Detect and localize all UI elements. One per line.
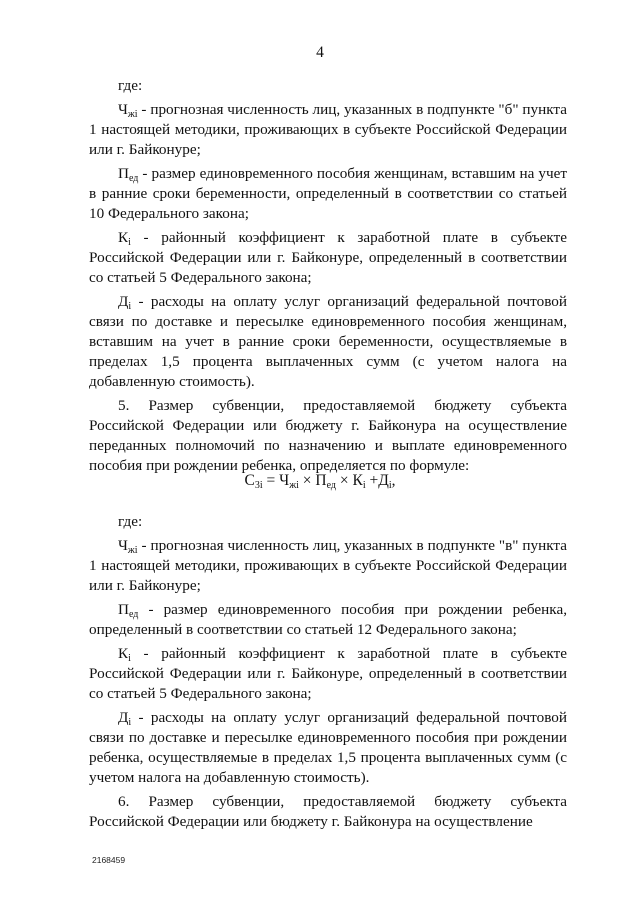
definition-text: - размер единовременного пособия женщинам, вставшим на учет в ранние сроки беременности, определенный в соответствии со статьей 10 Федерального закона; [89,165,567,222]
definition-item [89,708,567,788]
document-code: 2168459 [92,855,126,865]
formula-term: П [315,472,327,489]
symbol-subscript: ед [128,609,139,620]
formula-lhs-subscript: 3i [254,480,263,491]
formula-operator: × [298,472,316,489]
symbol: П [118,165,129,182]
formula-operator: × [336,472,353,489]
formula-term-subscript: жi [289,480,299,491]
definition-item [89,100,567,160]
definition-text: - размер единовременного пособия при рождении ребенка, определенный в соответствии со статьей 12 Федерального закона; [89,601,567,638]
formula-lhs: С [244,472,255,489]
symbol: К [118,645,129,662]
paragraph-5: 5. Размер субвенции, предоставляемой бюджету субъекта Российской Федерации или бюджету г. Байконура на осуществление переданных полномочий по назначению и выплате единовременного пособия при рождении ребенка, определяется по формуле: [89,397,567,474]
formula-term: Ч [279,472,290,489]
symbol: К [118,229,129,246]
symbol-subscript: i [128,717,132,728]
definition-item [89,164,567,224]
definition-item [89,644,567,704]
symbol: Ч [118,101,128,118]
definition-text: - прогнозная численность лиц, указанных в подпункте "в" пункта 1 настоящей методики, проживающих в субъекте Российской Федерации или г. Байконуре; [89,537,567,594]
symbol-subscript: i [128,301,132,312]
symbol: Ч [118,537,128,554]
symbol: Д [118,709,129,726]
definition-text: - районный коэффициент к заработной плате в субъекте Российской Федерации или г. Байконуре, определенный в соответствии со статьей 5 Федерального закона; [89,229,567,286]
symbol-subscript: ед [128,173,139,184]
text-block-1 [89,76,567,480]
where-label: где: [118,77,143,94]
definition-item [89,536,567,596]
formula-operator: + [365,472,379,489]
definition-item [89,292,567,392]
text-block-2 [89,512,567,836]
formula-tail: , [391,472,396,489]
symbol-subscript: жi [127,109,138,120]
formula-term: К [352,472,363,489]
definition-text: - расходы на оплату услуг организаций федеральной почтовой связи по доставке и пересылке единовременного пособия женщинам, вставшим на учет в ранние сроки беременности, осуществляемые в пределах 1,5 процента выплаченных сумм (с учетом налога на добавленную стоимость). [89,293,567,390]
symbol: П [118,601,129,618]
definition-text: - районный коэффициент к заработной плате в субъекте Российской Федерации или г. Байконуре, определенный в соответствии со статьей 5 Федерального закона; [89,645,567,702]
definition-item [89,600,567,640]
formula-term-subscript: ед [326,480,336,491]
formula-term-subscript: i [362,480,366,491]
symbol-subscript: i [128,237,131,248]
symbol-subscript: жi [127,545,138,556]
formula [0,472,640,490]
formula-term: Д [378,472,389,489]
definition-text: - прогнозная численность лиц, указанных в подпункте "б" пункта 1 настоящей методики, проживающих в субъекте Российской Федерации или г. Байконуре; [89,101,567,158]
symbol-subscript: i [128,653,131,664]
page-number: 4 [316,44,324,61]
paragraph-6: 6. Размер субвенции, предоставляемой бюджету субъекта Российской Федерации или бюджету г. Байконура на осуществление [89,793,567,830]
symbol: Д [118,293,129,310]
formula-equals: = [262,472,280,489]
where-label: где: [118,513,143,530]
definition-text: - расходы на оплату услуг организаций федеральной почтовой связи по доставке и пересылке единовременного пособия при рождении ребенка, осуществляемые в пределах 1,5 процента выплаченных сумм (с учетом налога на добавленную стоимость). [89,709,567,786]
definition-item [89,228,567,288]
formula-term-subscript: i [388,480,392,491]
